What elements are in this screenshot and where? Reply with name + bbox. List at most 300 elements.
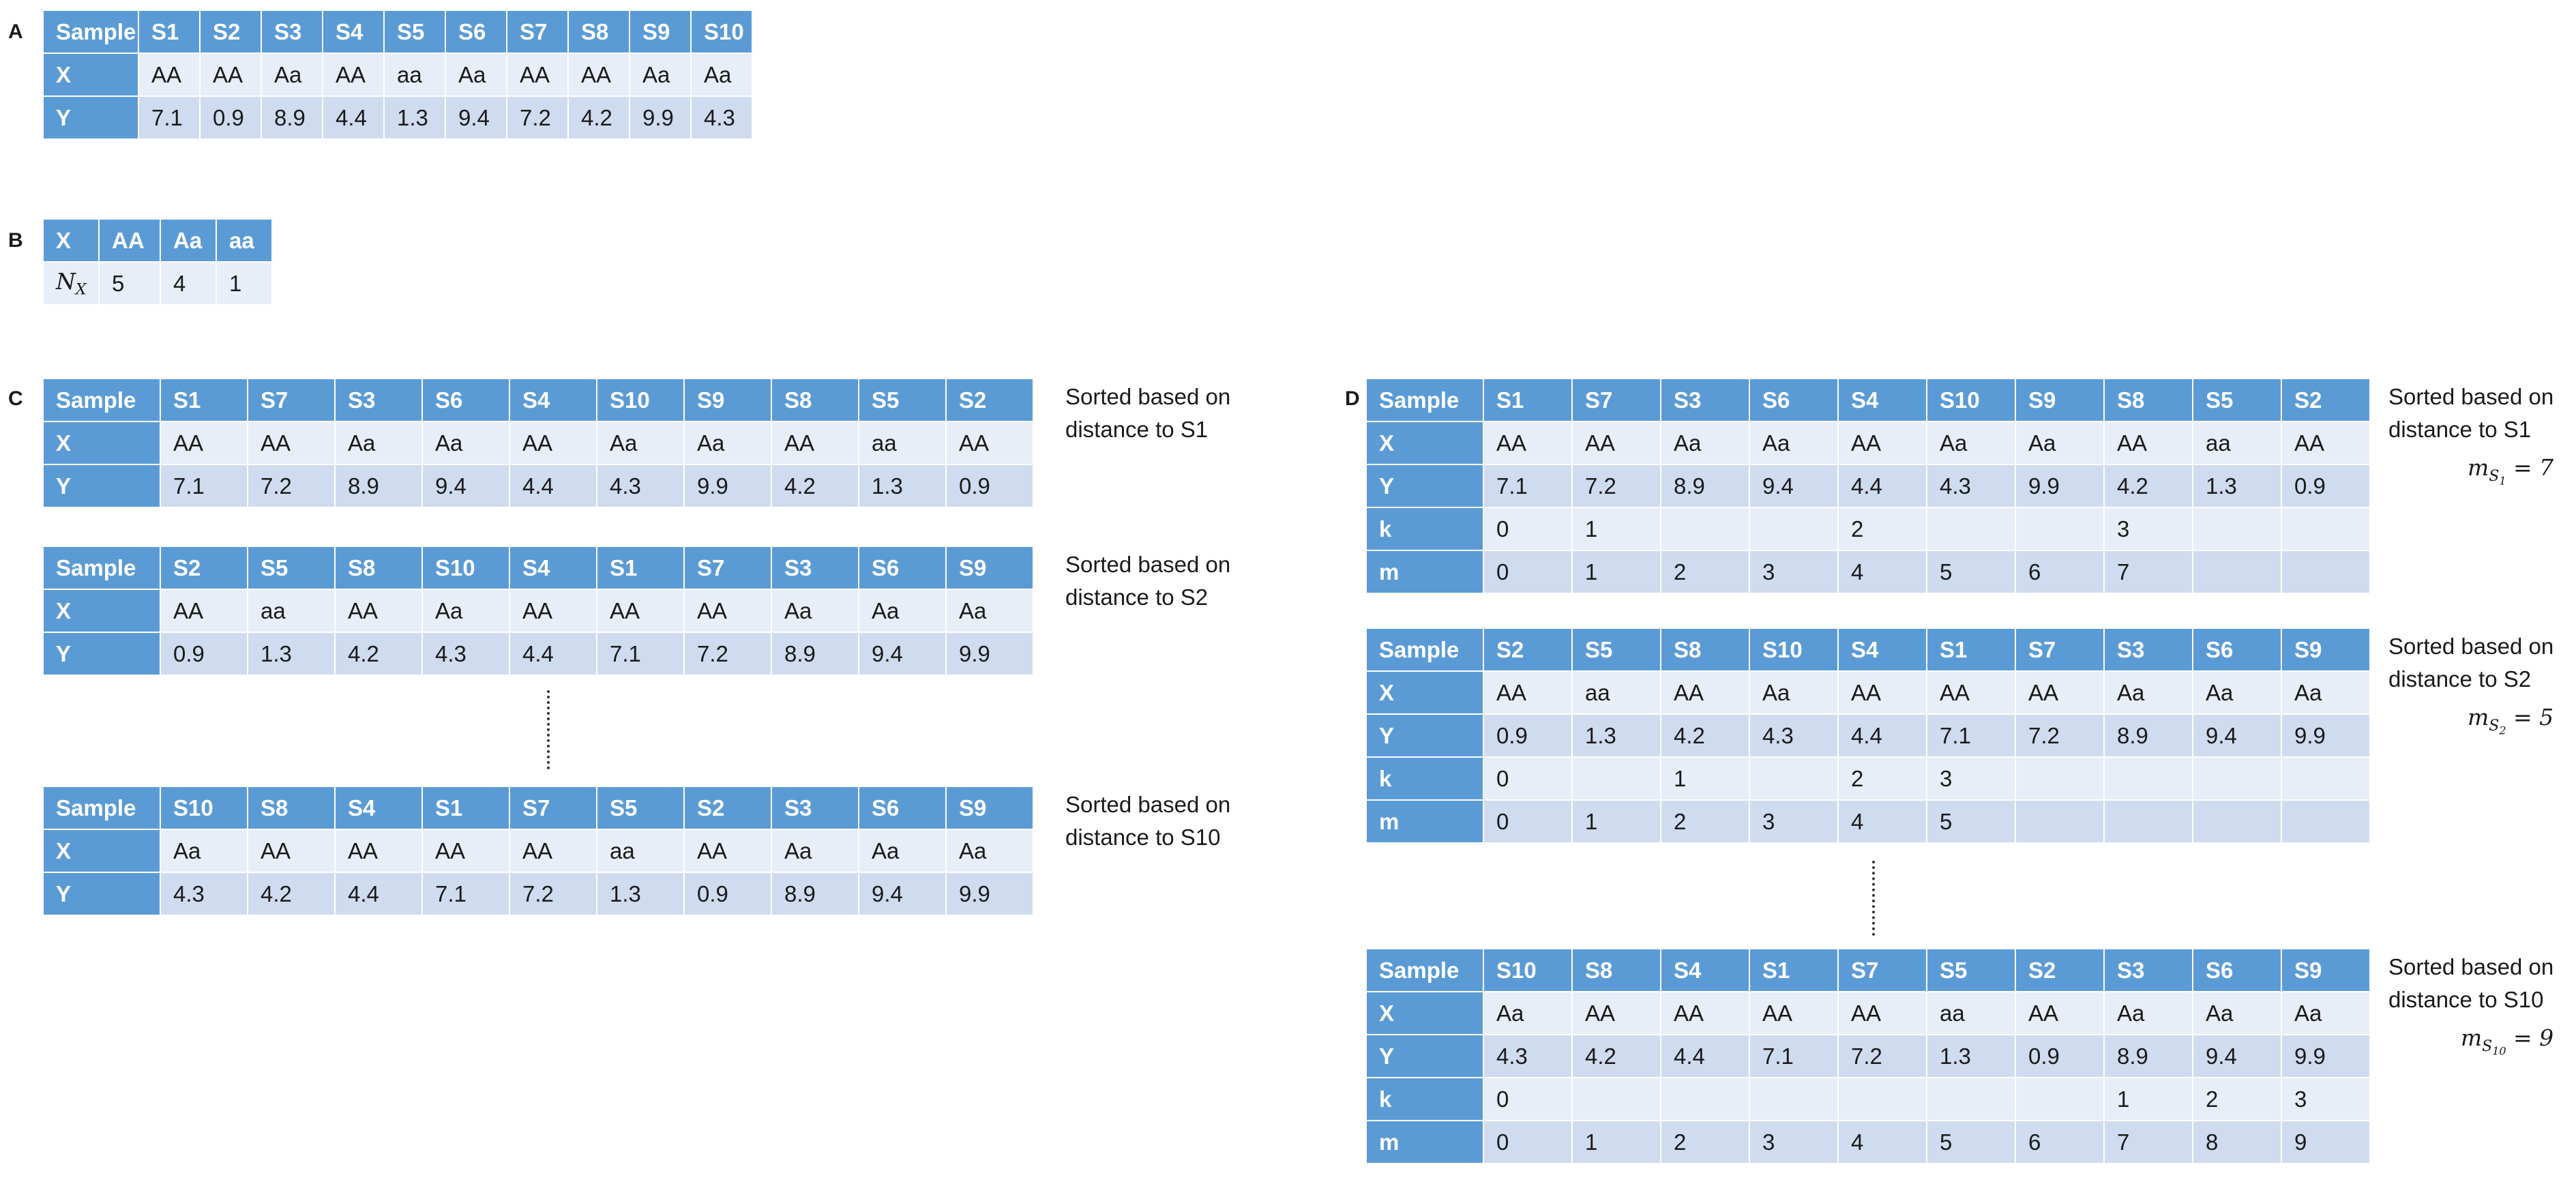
table-cell: 7.2	[1838, 1035, 1927, 1078]
table-header-cell: S2	[200, 10, 261, 53]
nx-subscript: X	[75, 281, 87, 299]
table-header-cell: S3	[261, 10, 323, 53]
table-header-cell: S2	[946, 379, 1033, 421]
table-cell	[2104, 757, 2193, 800]
table-cell	[2281, 757, 2370, 800]
panel-label-c: C	[8, 387, 23, 410]
table-cell	[2281, 550, 2370, 593]
table-header-cell: S10	[160, 786, 248, 829]
row-header-cell: X	[1366, 992, 1483, 1035]
table-row	[1366, 379, 2370, 421]
caption-line: Sorted based on	[1065, 384, 1231, 409]
table-cell: 8.9	[1661, 464, 1749, 507]
table-header-cell: S10	[422, 546, 509, 589]
table-cell	[1572, 757, 1661, 800]
table-cell: 9.4	[2193, 714, 2281, 757]
row-header-cell: k	[1366, 757, 1483, 800]
table-row	[1366, 421, 2370, 464]
caption-line: Sorted based on	[2388, 384, 2554, 409]
table-cell: aa	[248, 589, 335, 632]
table-header-cell: Sample	[43, 379, 160, 421]
table-cell: Aa	[946, 829, 1033, 872]
table-cell: Aa	[691, 53, 752, 96]
table-cell: 7.2	[509, 872, 597, 915]
table-row	[43, 96, 752, 139]
table-cell: AA	[422, 829, 509, 872]
table-cell: 0	[1483, 550, 1572, 593]
table-cell: 3	[2104, 507, 2193, 550]
caption-d-s10	[2388, 951, 2553, 1067]
table-cell: 4.4	[509, 632, 597, 675]
table-row	[1366, 1078, 2370, 1121]
table-header-cell: S7	[2015, 628, 2104, 671]
table-cell: 0	[1483, 507, 1572, 550]
table-cell: 5	[1927, 1121, 2015, 1164]
table-cell: AA	[507, 53, 568, 96]
table-cell: 4.3	[422, 632, 509, 675]
m-value: = 7	[2513, 454, 2554, 481]
table-cell	[2015, 757, 2104, 800]
table-header-cell: S9	[630, 10, 691, 53]
table-cell: 2	[1838, 507, 1927, 550]
table-cell: 4.4	[323, 96, 384, 139]
m-sub: S	[2482, 1037, 2493, 1055]
table-cell: 4.4	[1838, 714, 1927, 757]
table-header-cell: S9	[2015, 379, 2104, 421]
table-cell: 0.9	[2281, 464, 2370, 507]
table-header-cell: S6	[859, 546, 946, 589]
table-cell: 1	[1572, 800, 1661, 843]
table-cell: 7.1	[1749, 1035, 1838, 1078]
table-cell	[2193, 757, 2281, 800]
table-cell: 7.2	[2015, 714, 2104, 757]
row-header-cell: m	[1366, 800, 1483, 843]
m-subsub: 10	[2492, 1044, 2506, 1057]
table-cell: Aa	[2104, 992, 2193, 1035]
table-cell: 9.4	[859, 872, 946, 915]
table-header-cell: S10	[1483, 949, 1572, 992]
table-cell: 4	[1838, 1121, 1927, 1164]
table-header-cell: S4	[509, 546, 597, 589]
table-header-cell: S9	[2281, 628, 2370, 671]
table-cell: 3	[1749, 550, 1838, 593]
table-header-cell: S7	[248, 379, 335, 421]
table-cell: 1.3	[384, 96, 445, 139]
table-cell: AA	[1483, 421, 1572, 464]
table-cell: Aa	[2193, 992, 2281, 1035]
table-cell: 7.2	[684, 632, 771, 675]
table-cell: AA	[1927, 671, 2015, 714]
table-cell: 2	[1661, 550, 1749, 593]
table-row	[43, 464, 1033, 507]
table-cell	[1572, 1078, 1661, 1121]
table-header-cell: S5	[1572, 628, 1661, 671]
row-header-cell: Y	[1366, 714, 1483, 757]
table-cell: Aa	[597, 421, 684, 464]
table-header-cell: Sample	[1366, 379, 1483, 421]
caption-line: Sorted based on	[2388, 954, 2554, 979]
table-cell	[2193, 550, 2281, 593]
caption-line: Sorted based on	[1065, 552, 1231, 577]
table-cell: AA	[160, 589, 248, 632]
table-header-cell: S10	[1927, 379, 2015, 421]
table-header-cell: S4	[1838, 379, 1927, 421]
table-cell: 0	[1483, 757, 1572, 800]
table-header-cell: S1	[597, 546, 684, 589]
table-header-cell: S3	[1661, 379, 1749, 421]
table-header-cell: S4	[1838, 628, 1927, 671]
table-c-s1	[42, 378, 1034, 508]
table-cell: 1	[1572, 1121, 1661, 1164]
table-header-cell: S5	[1927, 949, 2015, 992]
table-row	[43, 786, 1033, 829]
table-cell: 8.9	[261, 96, 323, 139]
table-cell: AA	[509, 589, 597, 632]
table-cell: 5	[99, 262, 160, 305]
table-cell: AA	[248, 829, 335, 872]
table-cell: 4.3	[691, 96, 752, 139]
table-row	[1366, 550, 2370, 593]
table-header-cell: aa	[216, 219, 272, 262]
table-cell: 4	[160, 262, 216, 305]
table-row	[43, 10, 752, 53]
table-row	[43, 262, 272, 305]
table-cell: AA	[335, 829, 422, 872]
caption-line: distance to S10	[2388, 987, 2544, 1012]
table-cell: aa	[597, 829, 684, 872]
table-header-cell: S5	[384, 10, 445, 53]
table-cell: 0.9	[160, 632, 248, 675]
table-header-cell: S3	[2104, 949, 2193, 992]
table-row	[1366, 714, 2370, 757]
table-header-cell: S7	[1838, 949, 1927, 992]
table-c-s2	[42, 546, 1034, 676]
table-header-cell: S7	[684, 546, 771, 589]
row-header-cell: X	[1366, 421, 1483, 464]
table-cell: 6	[2015, 1121, 2104, 1164]
table-header-cell: S2	[684, 786, 771, 829]
caption-d-s2	[2388, 630, 2553, 747]
table-cell: 8.9	[771, 632, 859, 675]
table-cell: AA	[200, 53, 261, 96]
table-header-cell: S1	[422, 786, 509, 829]
table-row	[1366, 464, 2370, 507]
table-cell: 1.3	[1927, 1035, 2015, 1078]
table-cell: AA	[1572, 992, 1661, 1035]
table-row	[1366, 628, 2370, 671]
table-cell: AA	[946, 421, 1033, 464]
table-cell: AA	[684, 829, 771, 872]
table-header-cell: S8	[335, 546, 422, 589]
m-value-s10	[2388, 1022, 2553, 1067]
table-header-cell: S9	[946, 786, 1033, 829]
table-cell: Aa	[771, 829, 859, 872]
table-cell: 4.2	[1661, 714, 1749, 757]
table-cell: 0.9	[946, 464, 1033, 507]
table-cell: 1.3	[597, 872, 684, 915]
row-header-cell: X	[43, 829, 160, 872]
row-header-cell: Y	[1366, 464, 1483, 507]
table-row	[1366, 1035, 2370, 1078]
table-row	[43, 632, 1033, 675]
table-header-cell: S3	[2104, 628, 2193, 671]
table-row	[43, 589, 1033, 632]
table-cell: 0	[1483, 1121, 1572, 1164]
caption-c-s1	[1065, 381, 1230, 446]
row-header-cell: m	[1366, 550, 1483, 593]
table-header-cell: S1	[160, 379, 248, 421]
table-cell: 1.3	[859, 464, 946, 507]
table-header-cell: S6	[422, 379, 509, 421]
table-cell: AA	[1838, 671, 1927, 714]
table-cell: Aa	[1749, 421, 1838, 464]
table-cell: 8	[2193, 1121, 2281, 1164]
m-value: = 5	[2513, 704, 2554, 730]
table-cell: Aa	[859, 829, 946, 872]
table-cell	[1749, 1078, 1838, 1121]
table-header-cell: S6	[2193, 949, 2281, 992]
table-cell: 3	[1927, 757, 2015, 800]
table-cell: 3	[2281, 1078, 2370, 1121]
table-cell: AA	[138, 53, 200, 96]
table-header-cell: S9	[684, 379, 771, 421]
row-header-cell: Y	[43, 872, 160, 915]
table-header-cell: S7	[1572, 379, 1661, 421]
table-cell: 3	[1749, 800, 1838, 843]
table-cell: 7.1	[1483, 464, 1572, 507]
table-header-cell: S10	[691, 10, 752, 53]
nx-symbol: N	[56, 268, 76, 295]
table-cell: 9.9	[946, 632, 1033, 675]
table-header-cell: S7	[507, 10, 568, 53]
table-header-cell: S5	[2193, 379, 2281, 421]
table-cell: 1	[1661, 757, 1749, 800]
table-cell: 8.9	[2104, 714, 2193, 757]
table-cell: 7.2	[507, 96, 568, 139]
table-cell: 4.4	[509, 464, 597, 507]
table-cell	[2015, 1078, 2104, 1121]
table-header-cell: S3	[771, 546, 859, 589]
table-cell: 1.3	[248, 632, 335, 675]
table-cell: aa	[2193, 421, 2281, 464]
table-header-cell: S8	[1661, 628, 1749, 671]
table-cell: AA	[1661, 671, 1749, 714]
table-cell	[2015, 507, 2104, 550]
table-c-s10	[42, 786, 1034, 916]
table-cell	[2281, 507, 2370, 550]
table-cell: 1.3	[1572, 714, 1661, 757]
table-cell: 9.4	[859, 632, 946, 675]
table-cell: Aa	[2015, 421, 2104, 464]
table-cell: 7.2	[1572, 464, 1661, 507]
table-cell: Aa	[1483, 992, 1572, 1035]
table-cell: Aa	[445, 53, 507, 96]
table-cell: aa	[1572, 671, 1661, 714]
table-header-cell: Aa	[160, 219, 216, 262]
table-header-cell: S5	[859, 379, 946, 421]
table-cell: 0.9	[2015, 1035, 2104, 1078]
table-cell: 4.3	[160, 872, 248, 915]
ellipsis-dots-c	[547, 690, 550, 769]
table-cell: 6	[2015, 550, 2104, 593]
table-cell: 1.3	[2193, 464, 2281, 507]
table-row	[43, 872, 1033, 915]
table-cell: 4.3	[1927, 464, 2015, 507]
table-cell: 5	[1927, 800, 2015, 843]
table-cell: 7.1	[138, 96, 200, 139]
table-cell: aa	[384, 53, 445, 96]
table-cell: Aa	[1927, 421, 2015, 464]
table-cell: Aa	[2193, 671, 2281, 714]
table-cell: 9.4	[1749, 464, 1838, 507]
table-row	[43, 829, 1033, 872]
table-header-cell: S9	[946, 546, 1033, 589]
table-header-cell: Sample	[43, 786, 160, 829]
table-header-cell: Sample	[1366, 949, 1483, 992]
table-cell: 4	[1838, 800, 1927, 843]
table-cell: AA	[771, 421, 859, 464]
table-cell	[1927, 507, 2015, 550]
table-cell: 4.3	[1749, 714, 1838, 757]
table-cell: AA	[684, 589, 771, 632]
table-header-cell: S6	[1749, 379, 1838, 421]
table-cell: 2	[1838, 757, 1927, 800]
row-label-nx	[43, 262, 99, 305]
table-cell: aa	[1927, 992, 2015, 1035]
table-header-cell: S5	[248, 546, 335, 589]
table-cell: 5	[1927, 550, 2015, 593]
table-cell: Aa	[335, 421, 422, 464]
table-cell: Aa	[2281, 992, 2370, 1035]
table-cell: 4.3	[1483, 1035, 1572, 1078]
table-cell: AA	[1749, 992, 1838, 1035]
table-a	[42, 10, 753, 140]
m-symbol: m	[2460, 1024, 2483, 1051]
table-cell: 9.9	[2281, 714, 2370, 757]
table-cell	[1749, 757, 1838, 800]
table-cell	[2193, 507, 2281, 550]
table-cell: AA	[2015, 671, 2104, 714]
table-header-cell: S4	[335, 786, 422, 829]
table-cell: 9.9	[2015, 464, 2104, 507]
table-cell: AA	[1838, 992, 1927, 1035]
caption-c-s10	[1065, 788, 1230, 854]
row-header-cell: k	[1366, 507, 1483, 550]
table-cell: 4.2	[335, 632, 422, 675]
table-cell: Aa	[261, 53, 323, 96]
m-subsub: 2	[2499, 723, 2506, 737]
table-cell	[1838, 1078, 1927, 1121]
table-cell: 4.2	[568, 96, 630, 139]
caption-line: distance to S10	[1065, 825, 1221, 850]
table-cell: 1	[1572, 507, 1661, 550]
row-header-cell: X	[43, 421, 160, 464]
table-cell	[2193, 800, 2281, 843]
table-cell: AA	[1838, 421, 1927, 464]
row-header-cell: Y	[43, 96, 138, 139]
m-symbol: m	[2467, 704, 2489, 730]
table-header-cell: S8	[568, 10, 630, 53]
table-header-cell: S4	[323, 10, 384, 53]
table-cell: Aa	[422, 421, 509, 464]
table-header-cell: X	[43, 219, 99, 262]
m-value: = 9	[2513, 1024, 2554, 1051]
table-header-cell: S5	[597, 786, 684, 829]
table-cell: AA	[160, 421, 248, 464]
table-header-cell: S7	[509, 786, 597, 829]
table-cell: AA	[248, 421, 335, 464]
table-row	[43, 421, 1033, 464]
caption-line: distance to S1	[1065, 417, 1209, 442]
table-cell: 4.3	[597, 464, 684, 507]
table-cell: AA	[2015, 992, 2104, 1035]
caption-line: distance to S1	[2388, 417, 2532, 442]
table-header-cell: S1	[138, 10, 200, 53]
table-cell: 7	[2104, 550, 2193, 593]
table-cell: Aa	[630, 53, 691, 96]
table-cell: AA	[1483, 671, 1572, 714]
table-cell: 8.9	[2104, 1035, 2193, 1078]
table-header-cell: S8	[771, 379, 859, 421]
table-d-s10	[1365, 948, 2371, 1164]
table-cell: AA	[1661, 992, 1749, 1035]
panel-label-b: B	[8, 229, 23, 252]
table-header-cell: Sample	[43, 546, 160, 589]
panel-label-d: D	[1345, 387, 1360, 410]
table-cell: 0.9	[684, 872, 771, 915]
table-header-cell: S4	[509, 379, 597, 421]
table-cell	[1749, 507, 1838, 550]
table-cell: AA	[568, 53, 630, 96]
table-cell: 1	[216, 262, 272, 305]
table-header-cell: S8	[248, 786, 335, 829]
table-cell: Aa	[684, 421, 771, 464]
row-header-cell: Y	[1366, 1035, 1483, 1078]
table-header-cell: S8	[2104, 379, 2193, 421]
table-cell: 7.1	[422, 872, 509, 915]
table-cell: 0	[1483, 1078, 1572, 1121]
m-symbol: m	[2467, 454, 2489, 481]
table-cell: Aa	[1661, 421, 1749, 464]
table-cell: 4.2	[771, 464, 859, 507]
table-cell: 9.9	[684, 464, 771, 507]
m-subsub: 1	[2499, 473, 2506, 487]
table-cell: 0.9	[1483, 714, 1572, 757]
table-cell: 4.4	[1661, 1035, 1749, 1078]
table-header-cell: S2	[1483, 628, 1572, 671]
table-cell: Aa	[2104, 671, 2193, 714]
table-header-cell: S1	[1927, 628, 2015, 671]
table-cell	[2015, 800, 2104, 843]
table-header-cell: S10	[1749, 628, 1838, 671]
table-header-cell: S2	[2015, 949, 2104, 992]
table-header-cell: S4	[1661, 949, 1749, 992]
table-row	[1366, 671, 2370, 714]
row-header-cell: m	[1366, 1121, 1483, 1164]
table-row	[1366, 949, 2370, 992]
caption-c-s2	[1065, 548, 1230, 614]
table-row	[43, 219, 272, 262]
table-cell: 9.9	[630, 96, 691, 139]
table-row	[1366, 800, 2370, 843]
table-row	[1366, 992, 2370, 1035]
table-cell: 9.9	[2281, 1035, 2370, 1078]
table-cell	[1927, 1078, 2015, 1121]
table-header-cell: S2	[2281, 379, 2370, 421]
caption-line: distance to S2	[1065, 584, 1209, 610]
table-cell: 9.4	[445, 96, 507, 139]
table-cell: 4.4	[1838, 464, 1927, 507]
